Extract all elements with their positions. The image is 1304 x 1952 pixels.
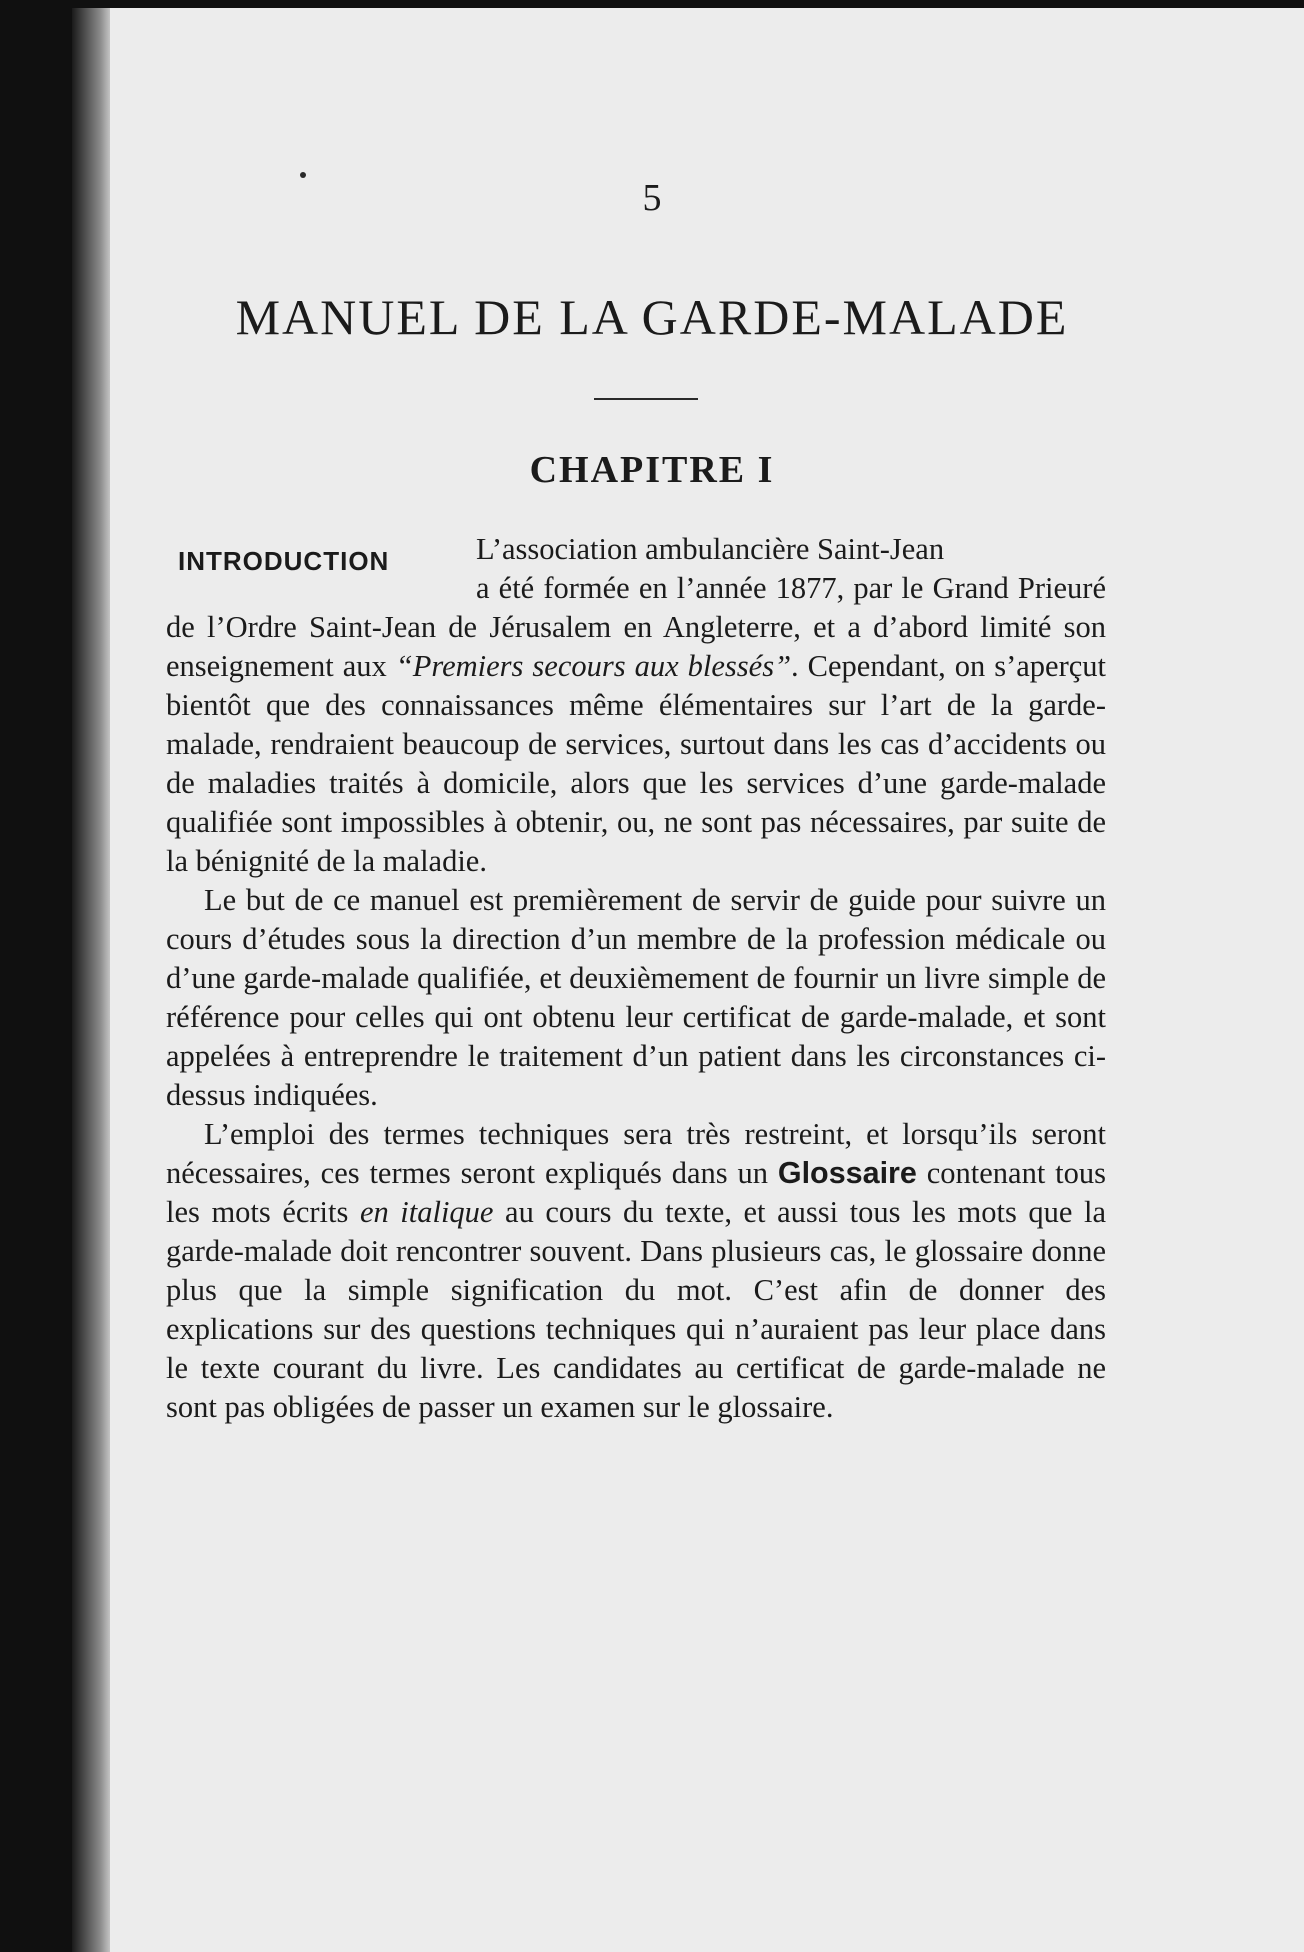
paragraph-1-text: a été formée en l’année 1877, par le Grand Prieuré de l’Ordre Saint-Jean de Jérusalem en Angleterre, et a d’abord limité son enseignement aux — [166, 571, 1106, 683]
paragraph-1-rest: . Cependant, on s’aperçut bientôt que des connaissances même élémentaires sur l’art de la garde-malade, rendraient beaucoup de services, surtout dans les cas d’accidents ou de maladies traités à domicile, alors que les services d’une garde-malade qualifiée sont impossibles à obtenir, ou, ne sont pas nécessaires, par suite de la bénignité de la maladie. — [166, 649, 1107, 878]
chapter-title: CHAPITRE I — [529, 449, 775, 491]
paragraph-1-italic-title: “Premiers secours aux blessés” — [395, 649, 792, 683]
paragraph-3-part-1: L’emploi des termes techniques sera très restreint, et lorsqu’ils seront nécessaires, ces termes seront expliqués dans un — [166, 1117, 1106, 1190]
paragraph-3-part-3: au cours du texte, et aussi tous les mots que la garde-malade doit rencontrer souvent. Dans plusieurs cas, le glossaire donne plus que la simple signification du mot. C’est afin de donner des explications sur des questions techniques qui n’auraient pas leur place dans le texte courant du livre. Les candidates au certificat de garde-malade ne sont pas obligées de passer un examen sur le glossaire. — [166, 1195, 1106, 1424]
page-number: 5 — [642, 177, 662, 219]
paragraph-1-first-line: L’association ambulancière Saint-Jean — [476, 532, 945, 566]
glossary-term: Glossaire — [777, 1156, 917, 1190]
paragraph-2: Le but de ce manuel est premièrement de servir de guide pour suivre un cours d’études sous la direction d’un membre de la profession médicale ou d’une garde-malade qualifiée, et deuxièmement de fournir un livre simple de référence pour celles qui ont obtenu leur certificat de garde-malade, et sont appelées à entreprendre le traitement d’un patient dans les circonstances ci-dessus indiquées. — [166, 883, 1106, 1112]
body-text — [166, 530, 1106, 1427]
paragraph-1-indent — [166, 571, 476, 605]
italic-term: en italique — [359, 1195, 494, 1229]
section-label: INTRODUCTION — [178, 546, 390, 576]
paragraph-1 — [166, 530, 1106, 881]
title-divider — [594, 398, 698, 400]
book-title: MANUEL DE LA GARDE-MALADE — [235, 289, 1069, 345]
paragraph-3 — [166, 1115, 1106, 1427]
paragraph-3-part-2: contenant tous les mots écrits — [166, 1156, 1107, 1229]
